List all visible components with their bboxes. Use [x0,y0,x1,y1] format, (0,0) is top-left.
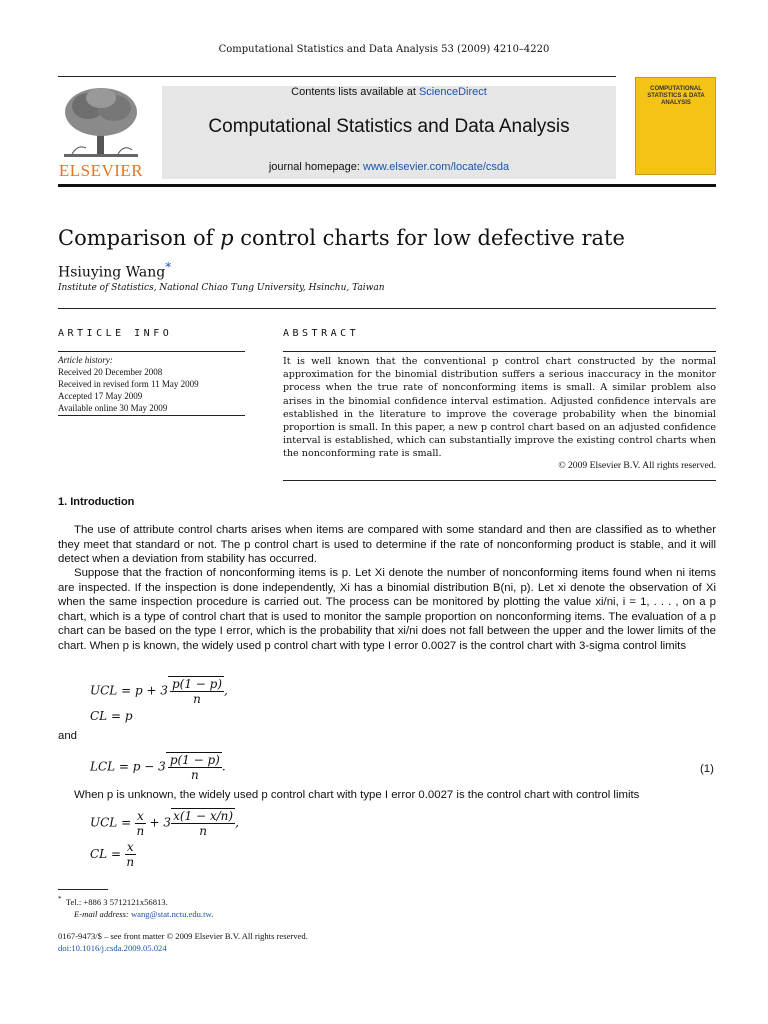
author-text: Hsiuying Wang [58,264,166,281]
footnote-tel-line [58,893,658,908]
running-head: Computational Statistics and Data Analysis 53 (2009) 4210–4220 [218,44,550,55]
eq-ucl1-tail: , [224,683,228,698]
eq-ucl2-frac2-num: x(1 − x/n) [173,809,234,823]
intro-paragraph-3: When p is unknown, the widely used p control chart with type I error 0.0027 is the control chart with control limits [74,789,640,801]
abstract-text: It is well known that the conventional p control chart constructed by the normal approximation for the binomial distribution suffers a serious inaccuracy in the monitor process when the true rate of nonconforming items is small. A similar problem also arises in the binomial confidence interval estimation. Adjusted confidence intervals are established in the literature to improve the coverage probability when the binomial proportion is small. In this paper, a new p control chart based on an adjusted confidence interval is established, which can substantially improve the existing control charts when the nonconforming rate is small. [283,356,716,460]
eq-lcl1-lhs: LCL = p − 3 [90,759,166,774]
front-matter [58,930,658,954]
article-info-rule [58,351,245,352]
footnote-rule [58,889,108,890]
abstract-rule-bottom [283,480,716,481]
title-part-1: Comparison of [58,226,221,250]
title-p-symbol: p [220,226,234,250]
homepage-prefix: journal homepage: [268,161,364,173]
sqrt-sign [168,676,224,706]
equation-number: (1) [700,763,714,775]
sqrt-sign [166,752,222,782]
header-divider [58,76,616,77]
title-divider [58,308,716,309]
intro-paragraph-1: The use of attribute control charts arises when items are compared with some standard and then are classified as to whether they meet that standard or not. The p control chart is used to determine if the rate of nonconforming product is stable, and it will detect when a deviation from stability has occurred. [58,524,716,566]
eq-ucl2-frac2-den: n [199,824,207,838]
eq-ucl1-numerator: p(1 − p) [171,677,222,691]
history-label: Article history: [58,355,113,365]
eq-ucl1-denominator: n [193,692,201,706]
history-accepted: Accepted 17 May 2009 [58,391,143,401]
abstract-heading: ABSTRACT [283,328,360,339]
article-info-rule-bottom [58,415,245,416]
email-link[interactable]: wang@stat.nctu.edu.tw [130,908,212,919]
equation-cl-unknown-p [90,840,136,869]
footnote-email-line [58,908,658,920]
paper-title [58,226,625,250]
publisher-logo-text: ELSEVIER [58,161,144,180]
cover-title: COMPUTATIONAL STATISTICS & DATA ANALYSIS [647,86,705,106]
eq-lcl1-tail: . [221,759,226,774]
eq-cl2-num: x [126,840,134,854]
email-label: E-mail address: [74,908,131,919]
affiliation: Institute of Statistics, National Chiao Tung University, Hsinchu, Taiwan [58,283,385,293]
homepage-link[interactable]: www.elsevier.com/locate/csda [363,161,510,173]
footnote-tel: Tel.: +886 3 5712121x56813. [65,896,168,907]
equation-ucl-known-p [90,676,228,706]
footnote-mark: * [58,895,62,903]
equation-ucl-unknown-p [90,808,239,838]
equation-cl-known-p: CL = p [90,709,133,723]
history-revised: Received in revised form 11 May 2009 [58,379,199,389]
eq-ucl2-tail: , [235,815,239,830]
contents-line [162,86,616,98]
sciencedirect-link[interactable]: ScienceDirect [418,86,487,98]
eq-ucl2-frac1-den: n [136,823,145,838]
front-matter-line: 0167-9473/$ – see front matter © 2009 Elsevier B.V. All rights reserved. [58,931,308,941]
journal-name: Computational Statistics and Data Analysis [208,116,570,137]
eq-ucl1-lhs: UCL = p + 3 [90,683,168,698]
email-tail: . [211,908,214,919]
abstract-rule [283,351,716,352]
equation-lcl-known-p [90,752,226,782]
article-history [58,354,245,414]
doi-link[interactable]: doi:10.1016/j.csda.2009.05.024 [58,943,167,953]
author-name [58,260,171,281]
eq-cl2-lhs: CL = [90,847,125,861]
history-online: Available online 30 May 2009 [58,403,168,413]
eq-ucl2-plus: + 3 [145,815,172,830]
article-info-heading: ARTICLE INFO [58,328,173,339]
connector-and: and [58,730,78,742]
journal-homepage-line [162,161,616,173]
copyright-notice: © 2009 Elsevier B.V. All rights reserved. [558,460,716,471]
eq-cl2-den: n [126,855,135,869]
title-part-2: control charts for low defective rate [233,226,625,250]
eq-lcl1-denominator: n [190,768,199,782]
intro-paragraph-2: Suppose that the fraction of nonconforming items is p. Let Xi denote the number of nonconforming items found when ni items are inspected. If the inspection is done independently, Xi has a binomial distribution B(ni, p). Let xi denote the observation of Xi when the same inspection procedure is carried out. The process can be monitored by plotting the value xi/ni, i = 1, . . . , on a p chart, which is a type of control chart that is used to monitor the sample proportion on nonconforming items. The evaluation of a p chart can be based on the type I error, which is the probability that xi/ni does not fall between the upper and the lower limits of the chart. When p is known, the widely used p control chart with type I error 0.0027 is the control chart with 3-sigma control limits [58,567,716,652]
eq-ucl2-lhs: UCL = [90,815,135,830]
eq-lcl1-numerator: p(1 − p) [169,753,220,767]
eq-ucl2-frac1-num: x [136,808,144,823]
author-footnote-mark[interactable]: * [165,260,172,274]
contents-prefix: Contents lists available at [291,86,419,98]
history-received: Received 20 December 2008 [58,367,163,377]
section-heading-introduction: 1. Introduction [58,496,135,508]
header-thick-rule [58,184,716,187]
author-footnote [58,893,658,920]
